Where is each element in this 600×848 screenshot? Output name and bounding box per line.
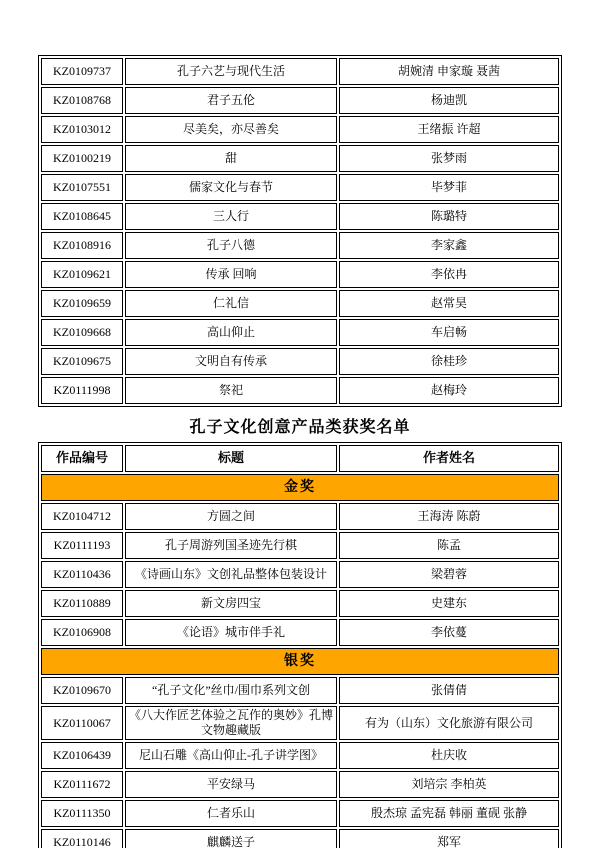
authors-cell: 张梦雨: [339, 145, 559, 172]
award-band-row: [41, 648, 559, 675]
title-cell: 《八大作匠艺体验之瓦作的奥妙》孔博文物趣藏版: [125, 706, 337, 740]
authors-cell: 李依蔓: [339, 619, 559, 646]
authors-cell: 殷杰琼 孟宪磊 韩丽 董砚 张静: [339, 800, 559, 827]
title-cell: 方圆之间: [125, 503, 337, 530]
work-id-cell: KZ0108916: [41, 232, 123, 259]
title-cell: 高山仰止: [125, 319, 337, 346]
authors-cell: 陈璐特: [339, 203, 559, 230]
page-title: 孔子文化创意产品类获奖名单: [189, 419, 411, 436]
work-id-cell: KZ0109621: [41, 261, 123, 288]
award-band-row: [41, 474, 559, 501]
table2-header: [41, 445, 559, 472]
authors-cell: 胡婉清 申家璇 聂茜: [339, 58, 559, 85]
table-row: [41, 619, 559, 646]
table-row: [41, 261, 559, 288]
work-id-cell: KZ0103012: [41, 116, 123, 143]
table-row: [41, 87, 559, 114]
work-id-cell: KZ0111193: [41, 532, 123, 559]
work-id-cell: KZ0109737: [41, 58, 123, 85]
table-row: [41, 203, 559, 230]
table-row: [41, 800, 559, 827]
awards-table-continued: [38, 55, 562, 407]
title-cell: 孔子六艺与现代生活: [125, 58, 337, 85]
creative-products-awards-table: [38, 442, 562, 848]
title-cell: 孔子周游列国圣迹先行棋: [125, 532, 337, 559]
table-row: [41, 677, 559, 704]
authors-cell: 王绪振 许超: [339, 116, 559, 143]
work-id-cell: KZ0109675: [41, 348, 123, 375]
title-cell: 儒家文化与春节: [125, 174, 337, 201]
column-header-authors: 作者姓名: [339, 445, 559, 472]
title-cell: 麒麟送子: [125, 829, 337, 848]
work-id-cell: KZ0109659: [41, 290, 123, 317]
authors-cell: 赵常昊: [339, 290, 559, 317]
table-row: [41, 829, 559, 848]
authors-cell: 郑军: [339, 829, 559, 848]
table-row: [41, 58, 559, 85]
authors-cell: 赵梅玲: [339, 377, 559, 404]
table-row: [41, 532, 559, 559]
table-row: [41, 503, 559, 530]
table-row: [41, 174, 559, 201]
work-id-cell: KZ0111998: [41, 377, 123, 404]
work-id-cell: KZ0111672: [41, 771, 123, 798]
work-id-cell: KZ0104712: [41, 503, 123, 530]
authors-cell: 杨迪凯: [339, 87, 559, 114]
table-row: [41, 561, 559, 588]
table-row: [41, 590, 559, 617]
table-row: [41, 145, 559, 172]
award-band: 金奖: [41, 474, 559, 501]
title-cell: 新文房四宝: [125, 590, 337, 617]
title-cell: 祭祀: [125, 377, 337, 404]
table-row: [41, 290, 559, 317]
work-id-cell: KZ0108768: [41, 87, 123, 114]
title-cell: 平安绿马: [125, 771, 337, 798]
title-cell: 君子五伦: [125, 87, 337, 114]
title-cell: 尽美矣，亦尽善矣: [125, 116, 337, 143]
table-row: [41, 232, 559, 259]
table-row: [41, 377, 559, 404]
work-id-cell: KZ0106439: [41, 742, 123, 769]
title-cell: 传承 回响: [125, 261, 337, 288]
title-cell: 孔子八德: [125, 232, 337, 259]
table-row: [41, 706, 559, 740]
authors-cell: 史建东: [339, 590, 559, 617]
title-cell: 文明自有传承: [125, 348, 337, 375]
title-cell: 尼山石雕《高山仰止-孔子讲学图》: [125, 742, 337, 769]
authors-cell: 李依冉: [339, 261, 559, 288]
authors-cell: 徐桂珍: [339, 348, 559, 375]
authors-cell: 王海涛 陈蔚: [339, 503, 559, 530]
work-id-cell: KZ0111350: [41, 800, 123, 827]
table-row: [41, 348, 559, 375]
work-id-cell: KZ0110889: [41, 590, 123, 617]
authors-cell: 李家鑫: [339, 232, 559, 259]
work-id-cell: KZ0107551: [41, 174, 123, 201]
work-id-cell: KZ0110067: [41, 706, 123, 740]
column-header-work-id: 作品编号: [41, 445, 123, 472]
authors-cell: 梁碧蓉: [339, 561, 559, 588]
work-id-cell: KZ0106908: [41, 619, 123, 646]
header-row: [41, 445, 559, 472]
title-cell: 仁者乐山: [125, 800, 337, 827]
award-band: 银奖: [41, 648, 559, 675]
title-cell: 仁礼信: [125, 290, 337, 317]
title-cell: 三人行: [125, 203, 337, 230]
authors-cell: 毕梦菲: [339, 174, 559, 201]
table1-body: [41, 58, 559, 404]
work-id-cell: KZ0109668: [41, 319, 123, 346]
table2-body: [41, 474, 559, 848]
authors-cell: 刘培宗 李柏英: [339, 771, 559, 798]
title-cell: “孔子文化”丝巾/围巾系列文创: [125, 677, 337, 704]
authors-cell: 有为（山东）文化旅游有限公司: [339, 706, 559, 740]
title-cell: 《诗画山东》文创礼品整体包装设计: [125, 561, 337, 588]
authors-cell: 张倩倩: [339, 677, 559, 704]
work-id-cell: KZ0110436: [41, 561, 123, 588]
authors-cell: 陈孟: [339, 532, 559, 559]
work-id-cell: KZ0109670: [41, 677, 123, 704]
work-id-cell: KZ0108645: [41, 203, 123, 230]
column-header-title: 标题: [125, 445, 337, 472]
table-row: [41, 771, 559, 798]
work-id-cell: KZ0110146: [41, 829, 123, 848]
table-row: [41, 319, 559, 346]
work-id-cell: KZ0100219: [41, 145, 123, 172]
title-cell: 《论语》城市伴手礼: [125, 619, 337, 646]
title-cell: 甜: [125, 145, 337, 172]
authors-cell: 车启畅: [339, 319, 559, 346]
authors-cell: 杜庆收: [339, 742, 559, 769]
table-row: [41, 116, 559, 143]
table-row: [41, 742, 559, 769]
